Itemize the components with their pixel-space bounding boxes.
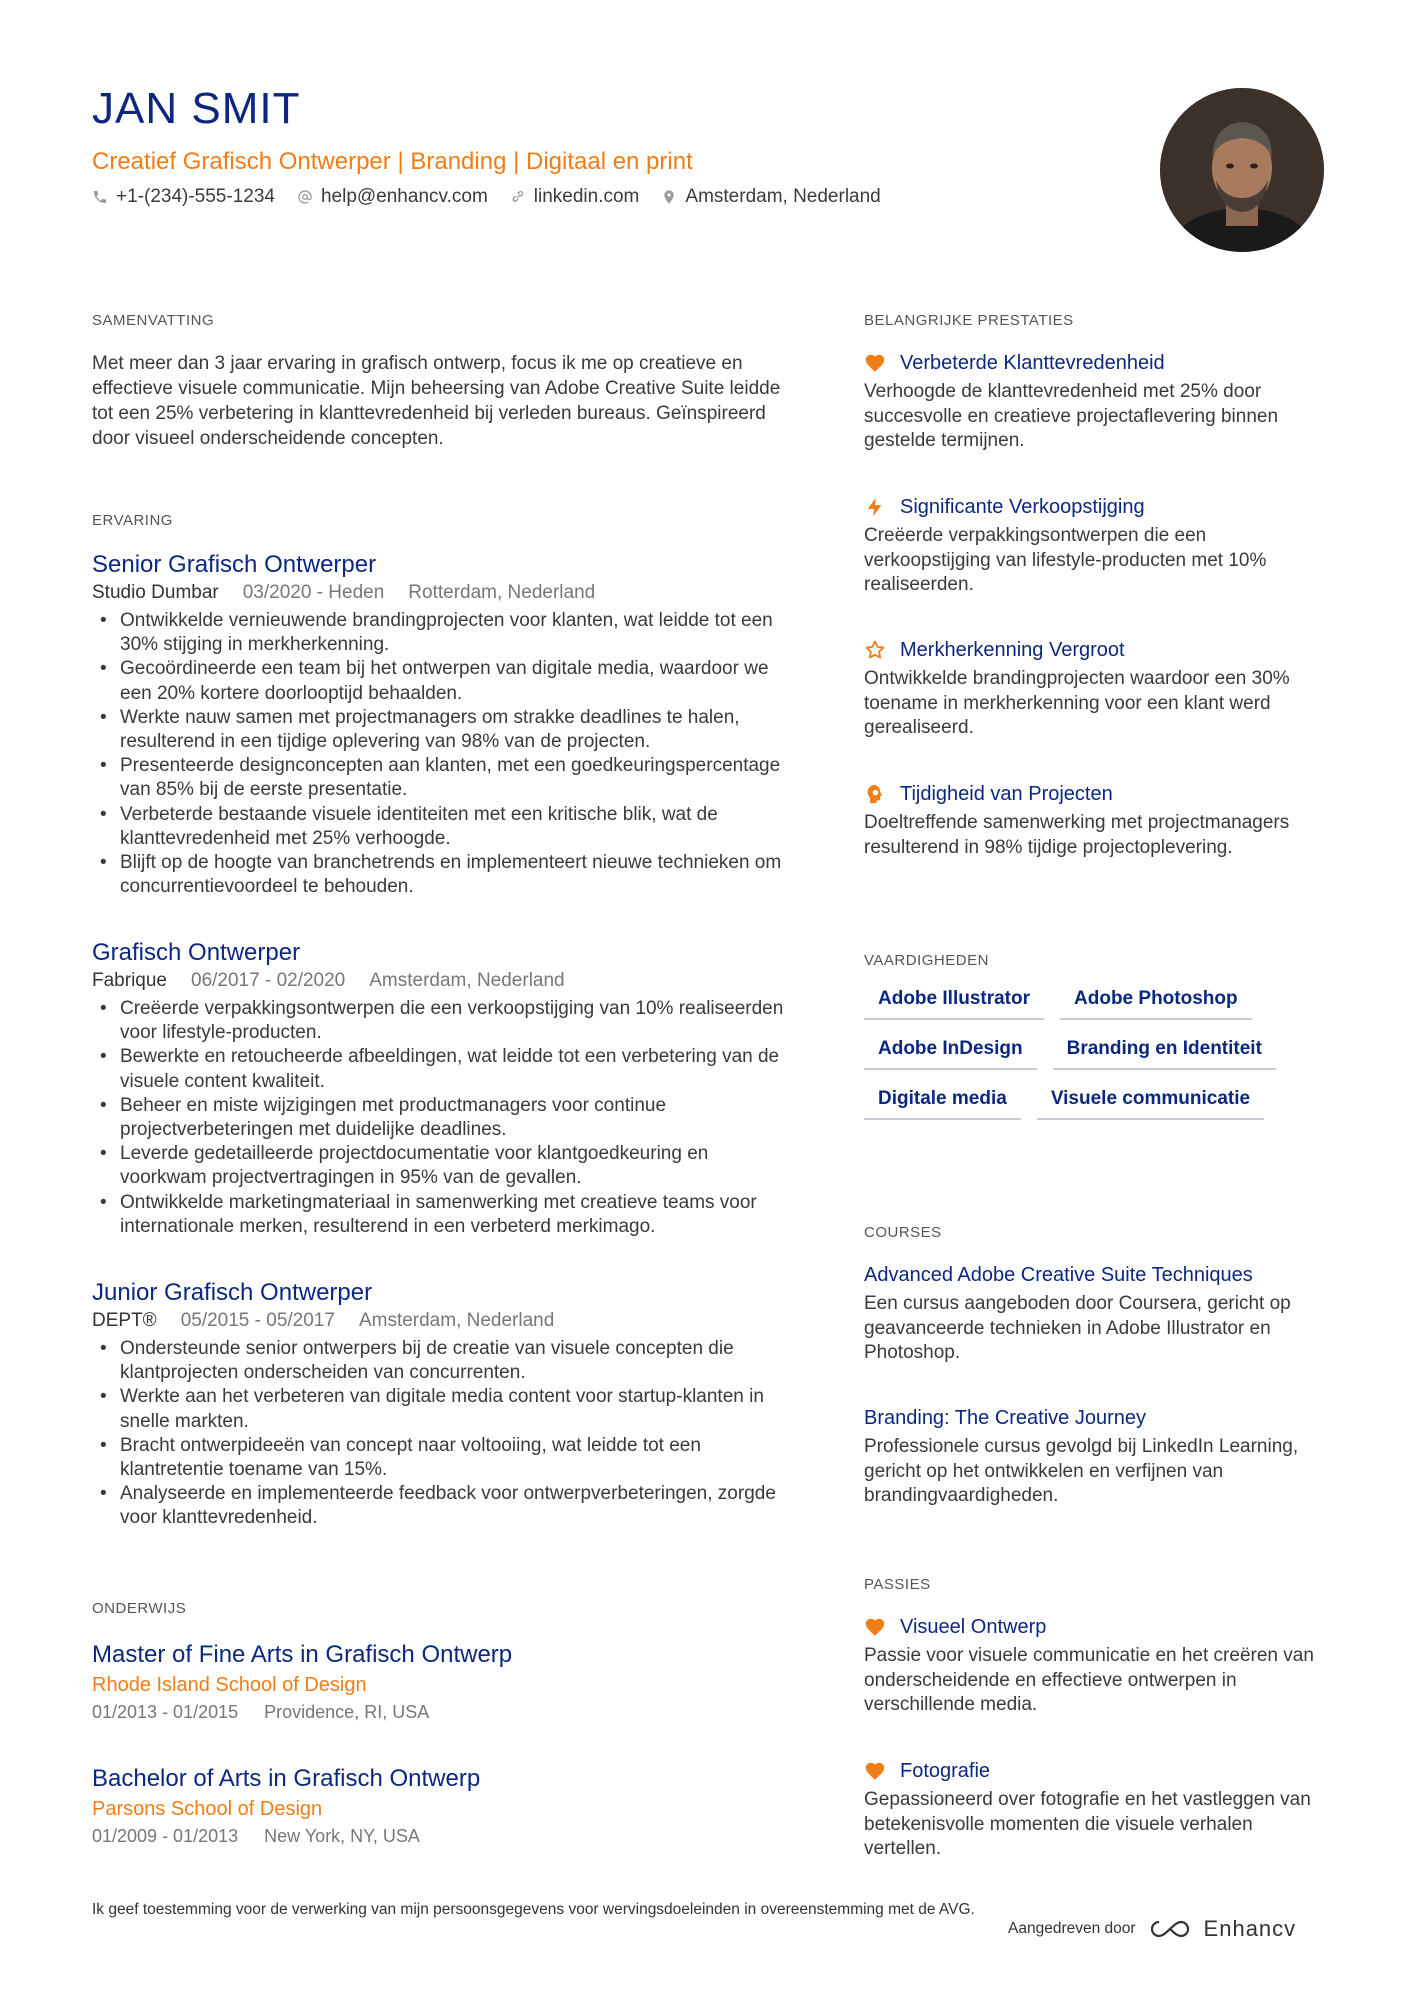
skill-tag: Visuele communicatie: [1037, 1088, 1264, 1120]
job-bullets: [92, 997, 792, 1239]
passion-title: Visueel Ontwerp: [900, 1616, 1047, 1638]
location-pin-icon: [661, 189, 677, 205]
edu-location: Providence, RI, USA: [264, 1702, 430, 1722]
bullet-item: • Beheer en miste wijzigingen met productmanagers voor continue projectverbeteringen met duidelijke deadlines.: [92, 1094, 792, 1142]
contact-email[interactable]: [297, 186, 488, 208]
heart-icon: [864, 352, 886, 374]
course-item: [864, 1260, 1334, 1366]
achievement-title: Significante Verkoopstijging: [900, 496, 1145, 518]
achievement-title: Tijdigheid van Projecten: [900, 783, 1113, 805]
passion-item: [864, 1756, 1334, 1862]
skill-row: [864, 1038, 1334, 1070]
job-meta: [92, 1308, 792, 1334]
bullet-item: • Presenteerde designconcepten aan klanten, met een goedkeuringspercentage van 85% bij de eerste presentatie.: [92, 754, 792, 802]
achievement-item: [864, 635, 1334, 741]
skill-tag: Adobe InDesign: [864, 1038, 1037, 1070]
achievement-header: [864, 492, 1334, 522]
profile-photo: [1160, 88, 1324, 252]
contact-location: [661, 186, 880, 208]
experience-heading: ERVARING: [92, 512, 173, 529]
edu-degree: Bachelor of Arts in Grafisch Ontwerp: [92, 1765, 481, 1792]
passions-heading: PASSIES: [864, 1576, 931, 1593]
contact-bar: [92, 186, 881, 208]
achievement-desc: Creëerde verpakkingsontwerpen die een verkoopstijging van lifestyle-producten met 10% realiseerden.: [864, 525, 1267, 595]
enhancv-logo-icon: [1148, 1918, 1192, 1940]
job-title: Grafisch Ontwerper: [92, 939, 301, 966]
job-dates: 05/2015 - 05/2017: [180, 1310, 335, 1331]
summary-heading: SAMENVATTING: [92, 312, 215, 329]
skill-tag: Adobe Illustrator: [864, 988, 1044, 1020]
achievement-desc: Verhoogde de klanttevredenheid met 25% door succesvolle en creatieve projectaflevering binnen gestelde termijnen.: [864, 381, 1279, 451]
education-item: [92, 1640, 792, 1724]
achievements-heading: BELANGRIJKE PRESTATIES: [864, 312, 1074, 329]
education-item: [92, 1764, 792, 1848]
experience-item: [92, 1278, 792, 1531]
contact-linkedin[interactable]: [510, 186, 640, 208]
bullet-item: • Gecoördineerde een team bij het ontwerpen van digitale media, waardoor we een 20% kortere doorlooptijd behaalden.: [92, 657, 792, 705]
bullet-item: • Blijft op de hoogte van branchetrends en implementeert nieuwe technieken om concurrentievoordeel te behouden.: [92, 851, 792, 899]
achievement-item: [864, 779, 1334, 860]
edu-dates: 01/2009 - 01/2013: [92, 1826, 239, 1846]
job-dates: 06/2017 - 02/2020: [191, 970, 346, 991]
at-sign-icon: [297, 189, 313, 205]
course-title: Advanced Adobe Creative Suite Techniques: [864, 1264, 1253, 1286]
passion-item: [864, 1612, 1334, 1718]
bullet-item: • Ontwikkelde vernieuwende brandingprojecten voor klanten, wat leidde tot een 30% stijging in merkherkenning.: [92, 609, 792, 657]
achievement-title: Merkherkenning Vergroot: [900, 639, 1125, 661]
job-meta: [92, 968, 792, 994]
courses-heading: COURSES: [864, 1224, 942, 1241]
star-icon: [864, 639, 886, 661]
passion-desc: Passie voor visuele communicatie en het creëren van onderscheidende en effectieve ontwerpen in verschillende media.: [864, 1645, 1314, 1715]
bullet-item: • Ontwikkelde marketingmateriaal in samenwerking met creatieve teams voor internationale merken, resulterend in een verbeterd merkimago.: [92, 1191, 792, 1239]
course-title: Branding: The Creative Journey: [864, 1407, 1147, 1429]
edu-school: Rhode Island School of Design: [92, 1674, 367, 1696]
email-text: help@enhancv.com: [320, 186, 488, 207]
summary-text: Met meer dan 3 jaar ervaring in grafisch ontwerp, focus ik me op creatieve en effectieve visuele communicatie. Mijn beheersing van Adobe Creative Suite leidde tot een 25% verbetering in klanttevredenheid bij verleden bureaus. Geïnspireerd door visueel onderscheidende concepten.: [92, 353, 781, 449]
job-title: Senior Grafisch Ontwerper: [92, 551, 377, 578]
bullet-item: • Ondersteunde senior ontwerpers bij de creatie van visuele concepten die klantprojecten onderscheiden van concurrenten.: [92, 1337, 792, 1385]
achievement-header: [864, 348, 1334, 378]
heart-icon: [864, 1616, 886, 1638]
bullet-item: • Creëerde verpakkingsontwerpen die een verkoopstijging van 10% realiseerden voor lifestyle-producten.: [92, 997, 792, 1045]
job-location: Amsterdam, Nederland: [369, 970, 565, 991]
head-icon: [864, 783, 886, 805]
achievement-header: [864, 635, 1334, 665]
brand-name: Enhancv: [1203, 1916, 1297, 1941]
consent-text: Ik geef toestemming voor de verwerking van mijn persoonsgegevens voor wervingsdoeleinden in overeenstemming met de AVG.: [92, 1901, 975, 1918]
achievement-desc: Ontwikkelde brandingprojecten waardoor een 30% toename in merkherkenning voor een klant werd gerealiseerd.: [864, 668, 1290, 738]
skill-row: [864, 1088, 1334, 1120]
experience-item: [92, 550, 792, 899]
skills-list: [864, 988, 1334, 1138]
candidate-subtitle: Creatief Grafisch Ontwerper | Branding | Digitaal en print: [92, 148, 693, 175]
course-desc: Een cursus aangeboden door Coursera, gericht op geavanceerde technieken in Adobe Illustrator en Photoshop.: [864, 1293, 1291, 1363]
passion-title: Fotografie: [900, 1760, 991, 1782]
portrait-illustration: [1160, 88, 1324, 252]
bullet-item: • Werkte nauw samen met projectmanagers om strakke deadlines te halen, resulterend in een tijdige oplevering van 98% van de projecten.: [92, 706, 792, 754]
achievement-header: [864, 779, 1334, 809]
job-company: Studio Dumbar: [92, 582, 219, 603]
passion-header: [864, 1612, 1334, 1642]
bullet-item: • Bracht ontwerpideeën van concept naar voltooiing, wat leidde tot een klantretentie toename van 15%.: [92, 1434, 792, 1482]
candidate-name: JAN SMIT: [92, 84, 301, 133]
edu-dates: 01/2013 - 01/2015: [92, 1702, 239, 1722]
experience-item: [92, 938, 792, 1239]
skill-tag: Digitale media: [864, 1088, 1021, 1120]
bullet-item: • Analyseerde en implementeerde feedback voor ontwerpverbeteringen, zorgde voor klanttevredenheid.: [92, 1482, 792, 1530]
education-heading: ONDERWIJS: [92, 1600, 187, 1617]
phone-icon: [92, 189, 108, 205]
location-text: Amsterdam, Nederland: [685, 186, 881, 207]
job-company: DEPT®: [92, 1310, 157, 1331]
bullet-item: • Werkte aan het verbeteren van digitale media content voor startup-klanten in snelle markten.: [92, 1385, 792, 1433]
link-icon: [510, 189, 526, 205]
bullet-item: • Bewerkte en retoucheerde afbeeldingen, wat leidde tot een verbetering van de visuele content kwaliteit.: [92, 1045, 792, 1093]
skill-row: [864, 988, 1334, 1020]
lightning-icon: [864, 496, 886, 518]
linkedin-text: linkedin.com: [533, 186, 640, 207]
achievement-title: Verbeterde Klanttevredenheid: [900, 352, 1165, 374]
bullet-item: • Leverde gedetailleerde projectdocumentatie voor klantgoedkeuring en voorkwam projectvertragingen in 95% van de gevallen.: [92, 1142, 792, 1190]
job-bullets: [92, 1337, 792, 1531]
job-location: Amsterdam, Nederland: [358, 1310, 555, 1331]
skills-heading: VAARDIGHEDEN: [864, 952, 989, 969]
edu-degree: Master of Fine Arts in Grafisch Ontwerp: [92, 1641, 513, 1668]
job-location: Rotterdam, Nederland: [408, 582, 596, 603]
skill-tag: Adobe Photoshop: [1060, 988, 1252, 1020]
contact-phone: [92, 186, 275, 208]
job-bullets: [92, 609, 792, 899]
job-dates: 03/2020 - Heden: [242, 582, 385, 603]
achievement-item: [864, 348, 1334, 454]
passion-desc: Gepassioneerd over fotografie en het vastleggen van betekenisvolle momenten die visuele verhalen vertellen.: [864, 1789, 1311, 1859]
course-item: [864, 1403, 1334, 1509]
job-title: Junior Grafisch Ontwerper: [92, 1279, 373, 1306]
job-meta: [92, 580, 792, 606]
achievement-item: [864, 492, 1334, 598]
passion-header: [864, 1756, 1334, 1786]
edu-location: New York, NY, USA: [264, 1826, 420, 1846]
edu-meta: [92, 1824, 792, 1848]
edu-meta: [92, 1700, 792, 1724]
bullet-item: • Verbeterde bestaande visuele identiteiten met een kritische blik, wat de klanttevredenheid met 25% verhoogde.: [92, 803, 792, 851]
edu-school: Parsons School of Design: [92, 1798, 323, 1820]
phone-text: +1-(234)-555-1234: [116, 186, 275, 207]
achievement-desc: Doeltreffende samenwerking met projectmanagers resulterend in 98% tijdige projectoplevering.: [864, 812, 1290, 858]
skill-tag: Branding en Identiteit: [1053, 1038, 1276, 1070]
powered-by-label: Aangedreven door: [1008, 1920, 1136, 1937]
heart-icon: [864, 1760, 886, 1782]
job-company: Fabrique: [92, 970, 167, 991]
course-desc: Professionele cursus gevolgd bij LinkedIn Learning, gericht op het ontwikkelen en verfijnen van brandingvaardigheden.: [864, 1436, 1299, 1506]
powered-by[interactable]: [1008, 1916, 1296, 1942]
